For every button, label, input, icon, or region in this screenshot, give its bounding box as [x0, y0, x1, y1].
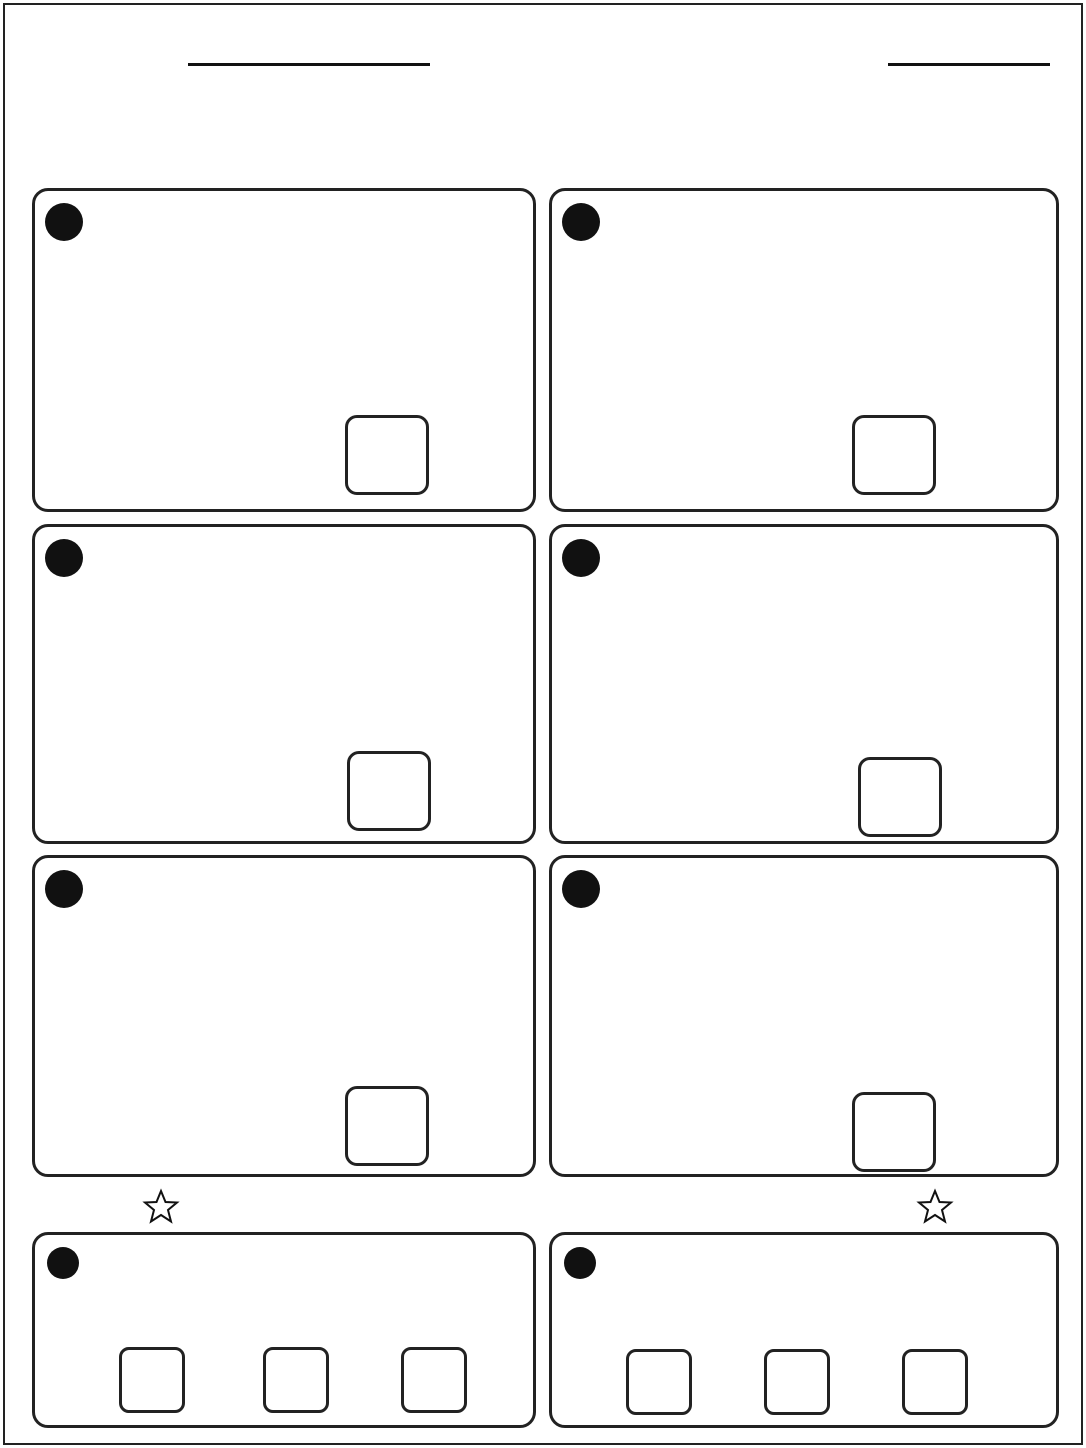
addend-box[interactable]: [764, 1349, 830, 1415]
cat-illustration: [552, 527, 1062, 847]
name-field[interactable]: [188, 63, 430, 66]
problem-card-3: [32, 524, 536, 844]
problem-card-6: [549, 855, 1059, 1177]
bonus-card-a: [32, 1232, 536, 1428]
addend-box[interactable]: [626, 1349, 692, 1415]
star-icon: [916, 1188, 954, 1226]
pencil-illustration: [35, 527, 539, 847]
balloon-illustration: [552, 191, 1062, 515]
answer-box[interactable]: [852, 415, 936, 495]
answer-box[interactable]: [858, 757, 942, 837]
bonus-card-b: [549, 1232, 1059, 1428]
class-field[interactable]: [888, 63, 1050, 66]
answer-box[interactable]: [347, 751, 431, 831]
page-title: [40, 72, 1050, 182]
problem-card-4: [549, 524, 1059, 844]
toy-illustration: [552, 858, 1062, 1180]
problem-card-5: [32, 855, 536, 1177]
answer-box[interactable]: [345, 415, 429, 495]
flower-illustration: [35, 858, 539, 1180]
problem-card-2: [549, 188, 1059, 512]
total-box[interactable]: [401, 1347, 467, 1413]
addend-box[interactable]: [263, 1347, 329, 1413]
apple-illustration: [35, 191, 539, 515]
answer-box[interactable]: [852, 1092, 936, 1172]
star-icon: [142, 1188, 180, 1226]
answer-box[interactable]: [345, 1086, 429, 1166]
problem-card-1: [32, 188, 536, 512]
addend-box[interactable]: [119, 1347, 185, 1413]
total-box[interactable]: [902, 1349, 968, 1415]
